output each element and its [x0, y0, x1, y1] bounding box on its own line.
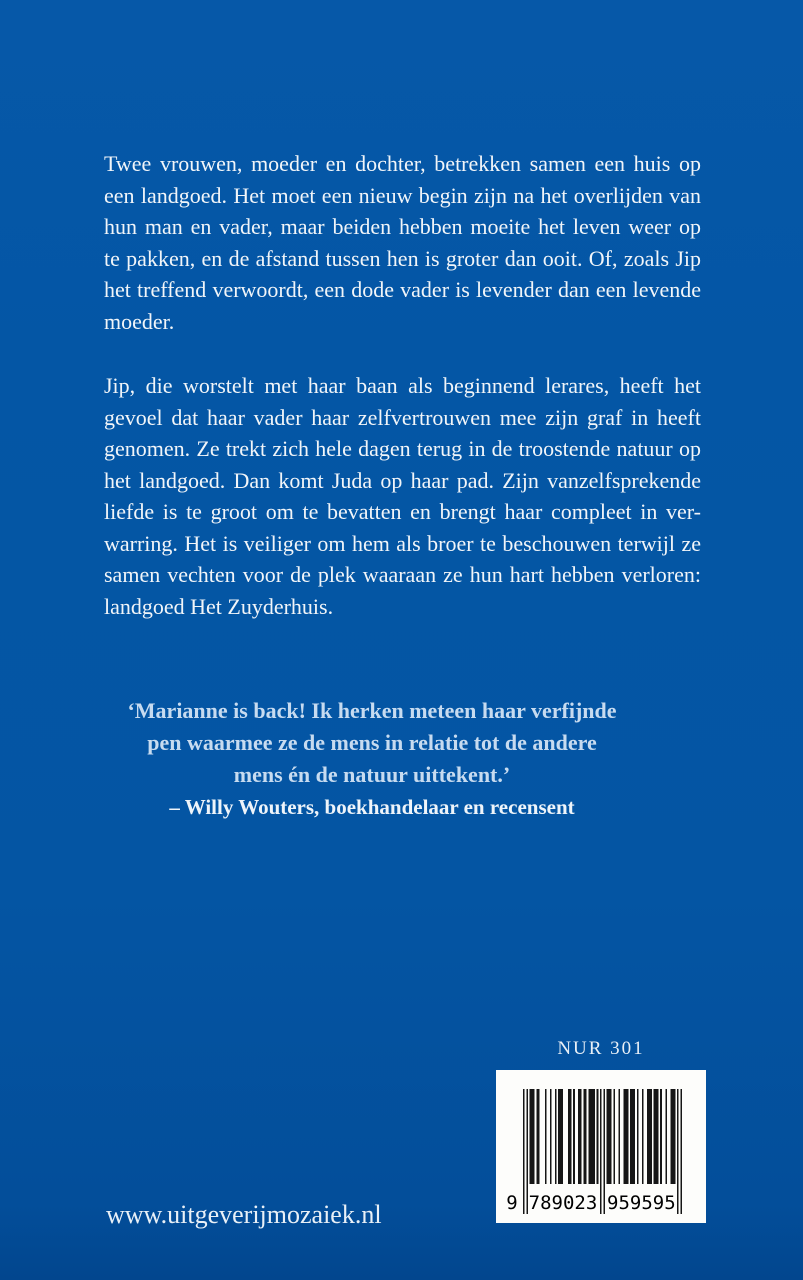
nur-code-label: NUR 301 — [557, 1038, 645, 1059]
synopsis-paragraph-1 — [104, 148, 701, 337]
quote-line: ‘Marianne is back! Ik herken meteen haar verfijnde — [127, 698, 617, 723]
text-line: liefde is te groot om te bevatten en brengt haar compleet in ver- — [104, 499, 701, 524]
barcode-digit-group: 959595 — [607, 1192, 676, 1214]
text-line: landgoed Het Zuyderhuis. — [104, 593, 334, 619]
website-url: www.uitgeverijmozaiek.nl — [106, 1200, 382, 1229]
text-line: het landgoed. Dan komt Juda op haar pad. Zijn vanzelfsprekende — [104, 467, 701, 493]
barcode-digit-group: 789023 — [528, 1192, 598, 1214]
barcode-digits — [496, 1192, 706, 1218]
text-line: moeder. — [104, 308, 175, 334]
barcode-digit-group: 9 — [506, 1192, 518, 1214]
text-line: het treffend verwoordt, een dode vader is levender dan een levende — [104, 277, 701, 302]
barcode-panel — [496, 1070, 706, 1223]
text-line: Jip, die worstelt met haar baan als beginnend lerares, heeft het — [104, 373, 701, 398]
text-line: hun man en vader, maar beiden hebben moeite het leven weer op — [104, 214, 701, 239]
synopsis-paragraph-2 — [104, 370, 701, 622]
quote-line: mens én de natuur uittekent.’ — [233, 762, 511, 787]
text-line: Twee vrouwen, moeder en dochter, betrekken samen een huis op — [104, 151, 701, 176]
review-quote — [0, 695, 744, 823]
text-line: warring. Het is veiliger om hem als broer te beschouwen terwijl ze — [104, 530, 701, 556]
text-line: genomen. Ze trekt zich hele dagen terug in de troostende natuur op — [104, 436, 701, 461]
text-line: gevoel dat haar vader haar zelfvertrouwen mee zijn graf in heeft — [104, 404, 701, 430]
text-line: te pakken, en de afstand tussen hen is groter dan ooit. Of, zoals Jip — [104, 245, 701, 271]
quote-line: pen waarmee ze de mens in relatie tot de andere — [147, 730, 597, 755]
text-line: samen vechten voor de plek waaraan ze hun hart hebben verloren: — [104, 562, 701, 587]
text-line: een landgoed. Het moet een nieuw begin zijn na het overlijden van — [104, 182, 701, 208]
quote-attribution: – Willy Wouters, boekhandelaar en recensent — [169, 795, 575, 819]
